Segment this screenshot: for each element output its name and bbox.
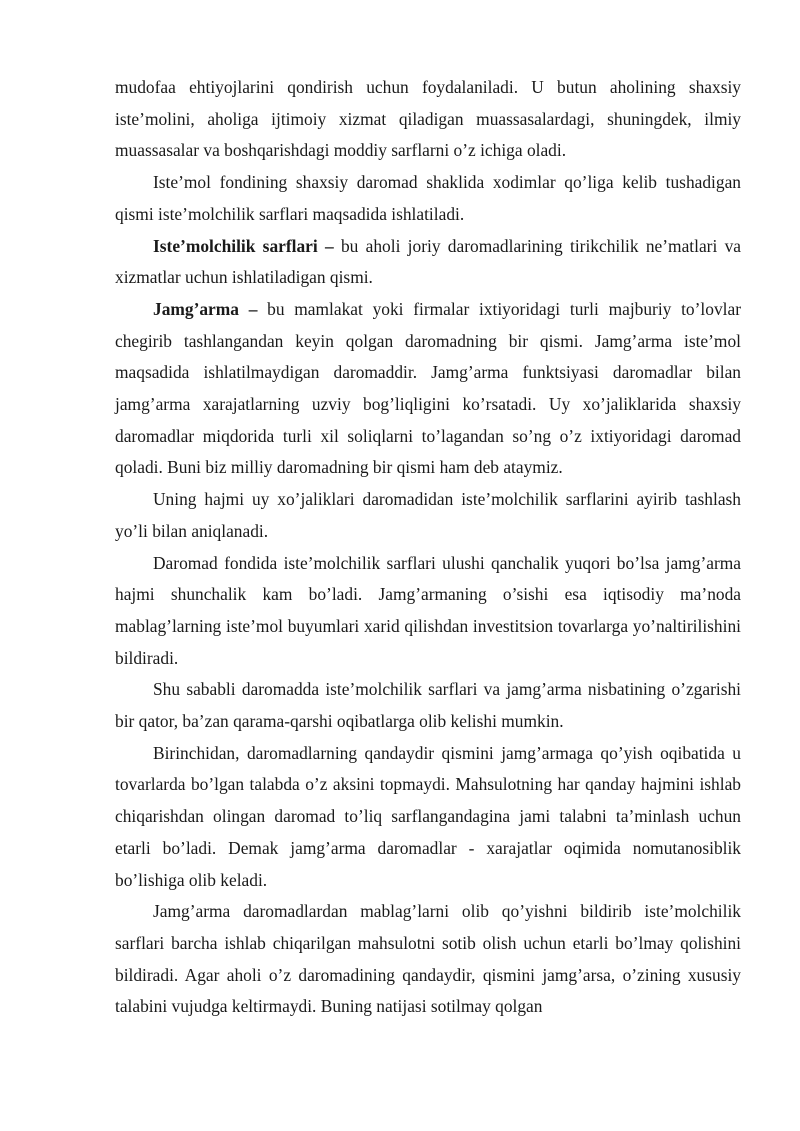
definition-paragraph [115, 294, 741, 484]
paragraph-text: Birinchidan, daromadlarning qandaydir qismini jamg’armaga qo’yish oqibatida u tovarlarda bo’lgan talabda o’z aksini topmaydi. Mahsulotning har qanday hajmini ishlab chiqarishdan olingan daromad to’liq sarflangandagina jami talabni ta’minlash uchun etarli bo’ladi. Demak jamg’arma daromadlar - xarajatlar oqimida nomutanosiblik bo’lishiga olib keladi. [115, 742, 741, 890]
paragraph-text: Daromad fondida iste’molchilik sarflari ulushi qanchalik yuqori bo’lsa jamg’arma hajmi shunchalik kam bo’ladi. Jamg’armaning o’sishi esa iqtisodiy ma’noda mablag’larning iste’mol buyumlari xarid qilishdan investitsion tovarlarga yo’naltirilishini bildiradi. [115, 552, 741, 668]
document-page [115, 72, 741, 1023]
paragraph [115, 548, 741, 675]
paragraph-text: Shu sababli daromadda iste’molchilik sarflari va jamg’arma nisbatining o’zgarishi bir qator, ba’zan qarama-qarshi oqibatlarga olib kelishi mumkin. [115, 679, 741, 732]
paragraph-text: mudofaa ehtiyojlarini qondirish uchun foydalaniladi. U butun aholining shaxsiy iste’molini, aholiga ijtimoiy xizmat qiladigan muassasalardagi, shuningdek, ilmiy muassasalar va boshqarishdagi moddiy sarflarni o’z ichiga oladi. [115, 77, 741, 161]
paragraph-text: Jamg’arma daromadlardan mablag’larni olib qo’yishni bildirib iste’molchilik sarflari barcha ishlab chiqarilgan mahsulotni sotib olish uchun etarli bo’lmay qolishini bildiradi. Agar aholi o’z daromadining qandaydir, qismini jamg’arsa, o’zining xususiy talabini vujudga keltirmaydi. Buning natijasi sotilmay qolgan [115, 901, 741, 1017]
paragraph-text: Uning hajmi uy xo’jaliklari daromadidan iste’molchilik sarflarini ayirib tashlash yo’li bilan aniqlanadi. [115, 489, 741, 541]
defined-term: Jamg’arma – [153, 298, 258, 319]
paragraph [115, 896, 741, 1023]
paragraph [115, 674, 741, 737]
definition-paragraph [115, 231, 741, 294]
paragraph [115, 738, 741, 897]
paragraph [115, 484, 741, 547]
paragraph-text: Iste’mol fondining shaxsiy daromad shaklida xodimlar qo’liga kelib tushadigan qismi iste’molchilik sarflari maqsadida ishlatiladi. [115, 172, 741, 224]
defined-term: Iste’molchilik sarflari – [153, 235, 334, 256]
paragraph-continuation [115, 72, 741, 167]
paragraph-text: bu aholi joriy daromadlarining tirikchilik ne’matlari va xizmatlar uchun ishlatiladigan qismi. [115, 235, 741, 288]
paragraph-text: bu mamlakat yoki firmalar ixtiyoridagi turli majburiy to’lovlar chegirib tashlangandan keyin qolgan daromadning bir qismi. Jamg’arma iste’mol maqsadida ishlatilmaydigan daromaddir. Jamg’arma funktsiyasi daromadlar bilan jamg’arma xarajatlarning uzviy bog’liqligini ko’rsatadi. Uy xo’jaliklarida shaxsiy daromadlar miqdorida turli xil soliqlarni to’lagandan so’ng o’z ixtiyoridagi daromad qoladi. Buni biz milliy daromadning bir qismi ham deb ataymiz. [115, 298, 741, 478]
paragraph [115, 167, 741, 230]
